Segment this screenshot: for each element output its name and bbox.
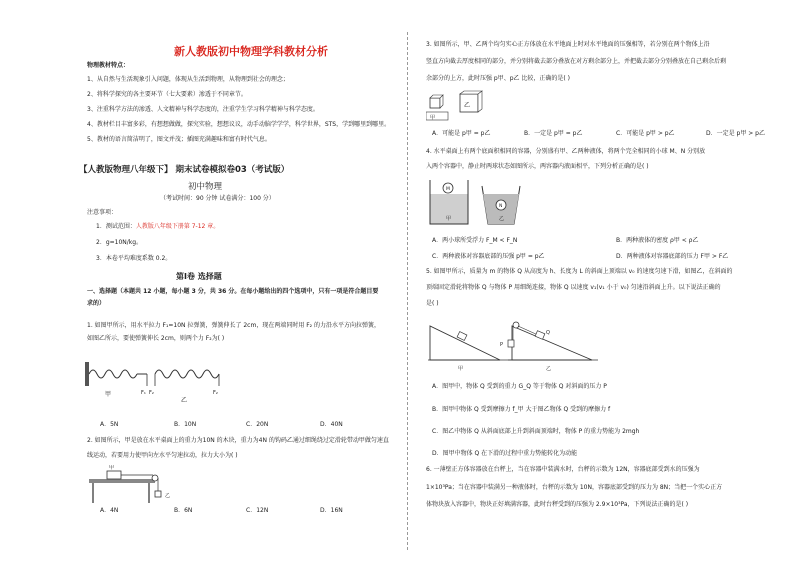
option-c[interactable]: C．图乙中物体 Q 从斜面底部上升到斜面顶端时，物体 P 的重力势能为 2mgh	[432, 428, 640, 435]
cubes-figure	[426, 90, 516, 122]
section-instruction: 求的）	[87, 300, 106, 307]
option-c[interactable]: C．12N	[246, 507, 269, 514]
fig-label: P	[500, 342, 504, 348]
incline-diagram	[428, 316, 628, 374]
fig-label: Q	[546, 330, 550, 336]
question-text: 3. 如图所示，甲、乙两个均匀实心正方体放在水平地面上时对水平地面的压强相等，若分别在两个物体上沿	[426, 41, 710, 48]
question-text: 2. 如图所示，甲是放在水平桌面上的重力为10N 的木块，重力为4N 的钩码乙通过细绳绕过定滑轮带动甲做匀速直	[87, 437, 389, 444]
question-text: 竖直方向截去厚度相同的部分，并分别将截去部分叠放在对方剩余部分上，并把截去部分分别叠放在自己剩余后剩	[426, 58, 727, 65]
fig-label: 乙	[546, 366, 552, 372]
fig-label: 乙	[499, 216, 505, 222]
fig-label: 乙	[165, 493, 171, 499]
option-c[interactable]: C．两种液体对容器底部的压强 p甲 = p乙	[432, 253, 545, 260]
question-text: 5. 如图甲所示，质量为 m 的物体 Q 从高度为 h、长度为 L 的斜面上顶端以 v₀ 的速度匀速下滑，如图乙，在斜面的	[426, 268, 733, 275]
note-highlight: 人教版八年级下册第 7-12 章。	[135, 223, 220, 230]
goal-item: 3、注重科学方法的渗透、人文精神与科学态度的，注重学生学习科学精神与科学态度。	[87, 106, 319, 113]
fig-label: 甲	[430, 115, 436, 121]
option-a[interactable]: A．可能是 p甲 = p乙	[432, 130, 491, 137]
cubes-diagram	[426, 90, 516, 122]
option-d[interactable]: D．16N	[320, 507, 343, 514]
banner-title: 新人教版初中物理学科教材分析	[174, 45, 328, 58]
note-item: 2．g=10N/kg。	[96, 239, 143, 246]
pulley-diagram	[85, 465, 205, 505]
exam-meta: （考试时间：90 分钟 试卷满分：100 分）	[160, 195, 275, 202]
option-d[interactable]: D．40N	[320, 421, 343, 428]
question-text: 4. 水平桌面上有两个底面积相同的容器，分别盛有甲、乙两种液体，将两个完全相同的小球 M、N 分别放	[426, 148, 706, 155]
fig-label: 甲	[458, 366, 464, 372]
option-a[interactable]: A．5N	[100, 421, 119, 428]
question-text: 线运动，若要用力使甲向左水平匀速拉动，拉力大小为( )	[87, 452, 238, 459]
option-d[interactable]: D．两种液体对容器底部的压力 F甲 > F乙	[616, 253, 729, 260]
option-d[interactable]: D．一定是 p甲 > p乙	[706, 130, 765, 137]
incline-figure	[428, 316, 628, 374]
question-text: 体物块放入容器中，物块正好填满容器，此时台秤受到的压强为 2.9×10³Pa，下列说法正确的是( )	[426, 501, 689, 508]
spring-figure	[85, 350, 275, 406]
fig-label: 甲	[105, 391, 112, 398]
option-c[interactable]: C．可能是 p甲 > p乙	[616, 130, 675, 137]
question-text: 入两个容器中，静止时两球状态如图所示，两容器内液面相平，下列分析正确的是( )	[426, 163, 649, 170]
goal-item: 5、教材的语言简洁明了，图文并茂；插图充满趣味和富有时代气息。	[87, 136, 271, 143]
goal-item: 2、将科学探究的各主要环节（七大要素）渗透于不同章节。	[87, 91, 247, 98]
column-divider	[407, 32, 408, 550]
goals-heading: 物理教材特点：	[87, 62, 130, 69]
question-text: 如图乙所示，要使弹簧伸长 2cm，则两个力 F₂为( )	[87, 335, 225, 342]
force-label: F₂	[213, 390, 218, 396]
option-a[interactable]: A．图甲中，物体 Q 受到的重力 G_Q 等于物体 Q 对斜面的压力 P	[432, 383, 607, 390]
question-text: 是( )	[426, 300, 439, 307]
goal-item: 1、从自然与生活现象引入问题，体现从生活到物理，从物理到社会的理念；	[87, 76, 289, 83]
fig-label: 乙	[464, 102, 471, 109]
goal-item: 4、教材栏目丰富多彩，有想想做做，探究实验，想想议议，动手动脑学学学，科学世界，STS，学到哪里到哪里。	[87, 121, 391, 128]
option-c[interactable]: C．20N	[246, 421, 269, 428]
option-a[interactable]: A．4N	[100, 507, 119, 514]
notes-heading: 注意事项：	[87, 209, 118, 216]
option-a[interactable]: A．两小球所受浮力 F_M < F_N	[432, 237, 518, 244]
exam-title: 【人教版物理八年级下】 期末试卷模拟卷03（考试版）	[79, 165, 290, 175]
right-column	[410, 0, 794, 562]
force-label: F₂	[149, 390, 154, 396]
spring-diagram	[85, 350, 275, 406]
question-text: 余部分的上方，此时压强 p甲、p乙 比较，正确的是( )	[426, 75, 571, 82]
force-label: F₁	[141, 390, 146, 396]
exam-subject: 初中物理	[188, 182, 223, 192]
question-text: 6. 一薄壁正方体容器放在台秤上，当在容器中装满水时，台秤的示数为 12N，容器底部受到水的压强为	[426, 466, 700, 473]
fig-label: 甲	[446, 216, 452, 222]
question-text: 1. 如图甲所示，用水平拉力 F₁=10N 拉弹簧，弹簧伸长了 2cm，现在两端同时用 F₂ 的力沿水平方向拉弹簧，	[87, 322, 380, 329]
section-title: 第Ⅰ卷 选择题	[176, 272, 222, 281]
section-instruction: 一、选择题（本题共 12 小题，每小题 3 分，共 36 分。在每小题给出的四个选项中，只有一项是符合题目要	[87, 288, 379, 295]
pulley-figure	[85, 465, 205, 505]
fig-label: N	[499, 204, 503, 209]
option-b[interactable]: B．6N	[174, 507, 193, 514]
option-b[interactable]: B．图甲中物体 Q 受到摩擦力 f_甲 大于图乙物体 Q 受到的摩擦力 f	[432, 406, 611, 413]
note-item: 3．本卷平均难度系数 0.2。	[96, 255, 172, 262]
question-text: 1×10³Pa；当在容器中装满另一种液体时，台秤的示数为 10N，容器底部受到的压力为 8N；当把一个实心正方	[426, 484, 723, 491]
liquids-diagram	[426, 176, 536, 226]
note-item: 1．测试范围：人教版八年级下册第 7-12 章。	[96, 223, 220, 230]
option-b[interactable]: B．10N	[174, 421, 197, 428]
fig-label: M	[446, 187, 450, 192]
option-b[interactable]: B．两种液体的密度 ρ甲 < ρ乙	[616, 237, 699, 244]
liquids-figure	[426, 176, 536, 226]
fig-label: 乙	[181, 397, 188, 404]
question-text: 顶端固定滑轮将物体 Q 与物体 P 用细绳连接，物体 Q 以速度 v₁(v₁ 小于 v₀) 匀速沿斜面上升。以下说法正确的	[426, 284, 721, 291]
option-b[interactable]: B．一定是 p甲 = p乙	[524, 130, 583, 137]
fig-label: 甲	[109, 465, 115, 471]
option-d[interactable]: D．图甲中物体 Q 在下滑的过程中重力势能转化为动能	[432, 450, 578, 457]
